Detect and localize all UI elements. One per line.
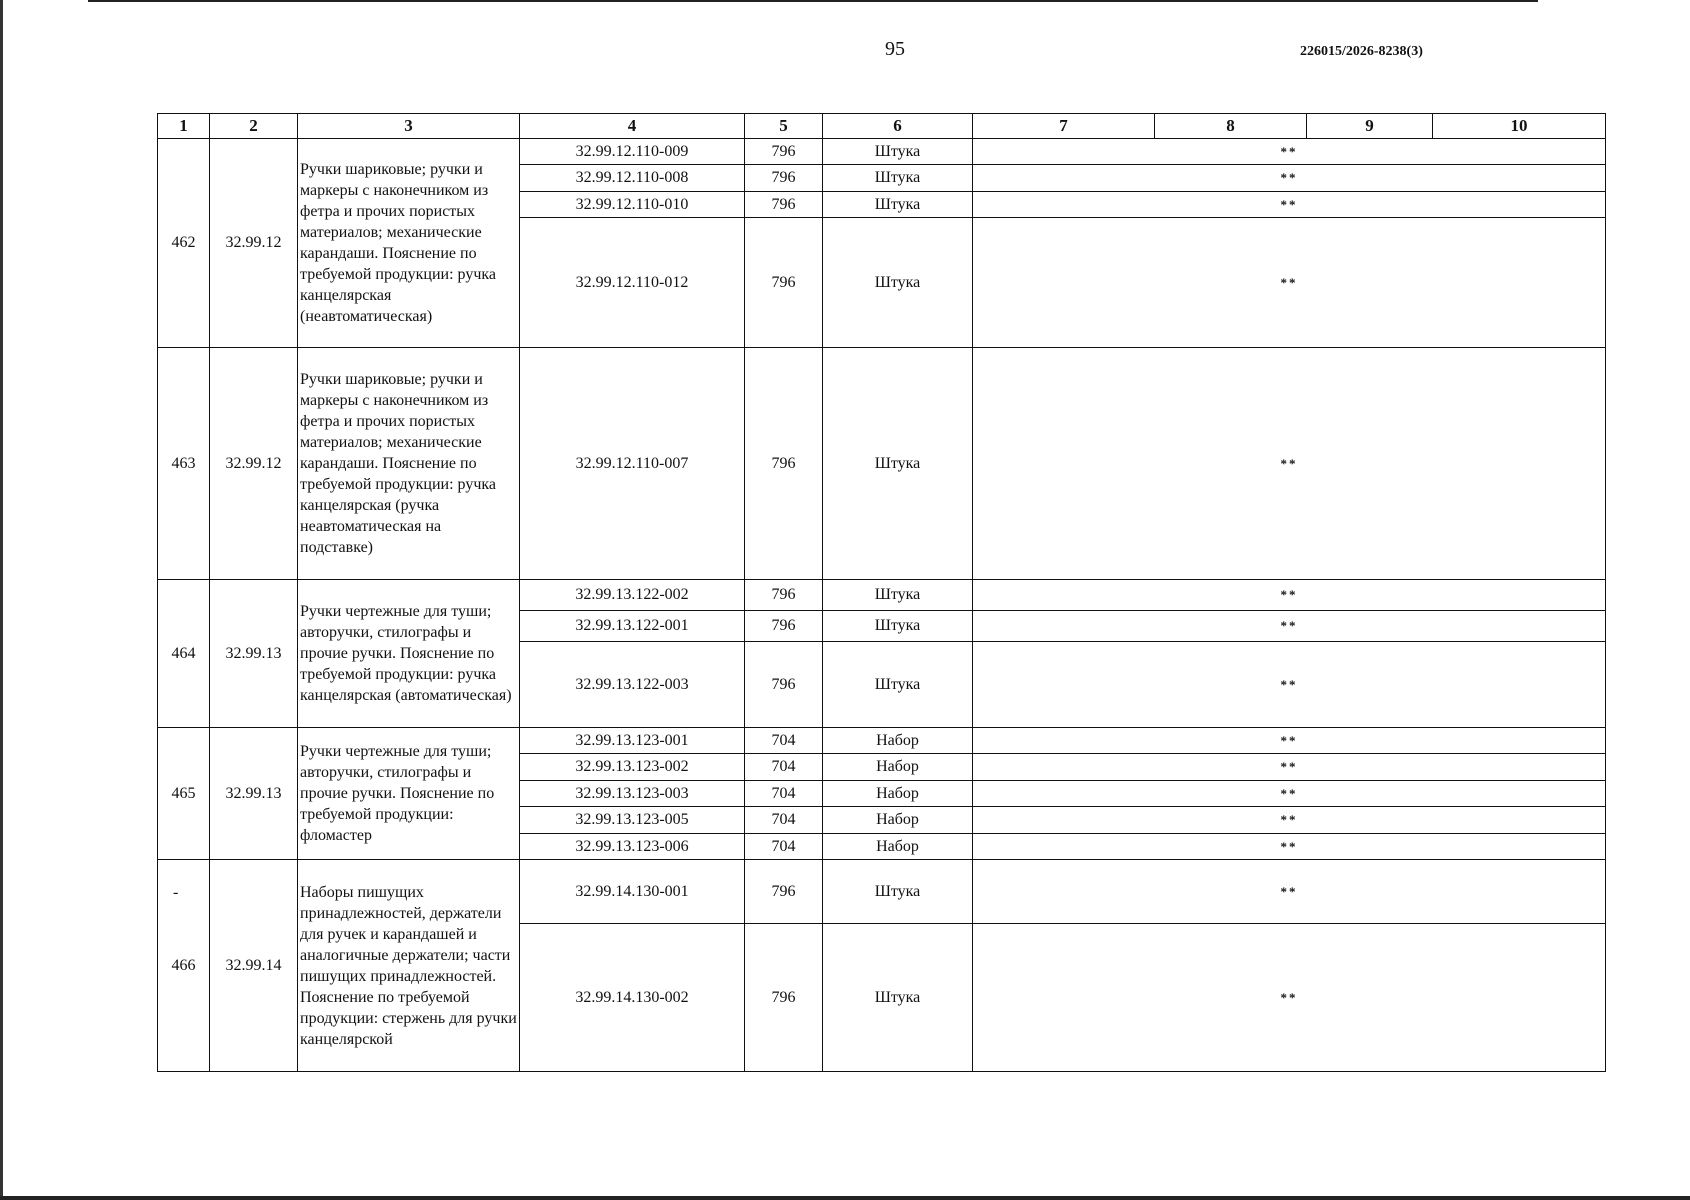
unit-name: Штука xyxy=(823,580,973,611)
ktru-code: 32.99.12.110-010 xyxy=(520,192,745,218)
ktru-code: 32.99.13.123-002 xyxy=(520,754,745,781)
table-row xyxy=(158,580,1606,611)
price-stars: ** xyxy=(973,781,1606,807)
okei-code: 704 xyxy=(745,834,823,860)
okei-code: 796 xyxy=(745,165,823,192)
price-stars: ** xyxy=(973,611,1606,642)
row-number: 466 xyxy=(158,860,210,1072)
unit-name: Набор xyxy=(823,807,973,834)
price-stars: ** xyxy=(973,348,1606,580)
product-name: Ручки шариковые; ручки и маркеры с наконечником из фетра и прочих пористых материалов; механические карандаши. Пояснение по требуемой продукции: ручка канцелярская (неавтоматическая) xyxy=(298,139,520,348)
okei-code: 704 xyxy=(745,728,823,754)
okei-code: 796 xyxy=(745,611,823,642)
okpd2-code: 32.99.13 xyxy=(210,728,298,860)
col-header-1: 1 xyxy=(158,114,210,139)
ktru-code: 32.99.13.123-005 xyxy=(520,807,745,834)
table-body xyxy=(158,139,1606,1072)
col-header-5: 5 xyxy=(745,114,823,139)
okei-code: 704 xyxy=(745,781,823,807)
unit-name: Штука xyxy=(823,348,973,580)
price-stars: ** xyxy=(973,924,1606,1072)
products-table xyxy=(157,113,1606,1072)
okpd2-code: 32.99.13 xyxy=(210,580,298,728)
document-code: 226015/2026-8238(3) xyxy=(1300,44,1423,59)
unit-name: Штука xyxy=(823,192,973,218)
ktru-code: 32.99.12.110-009 xyxy=(520,139,745,165)
okei-code: 704 xyxy=(745,754,823,781)
okei-code: 796 xyxy=(745,348,823,580)
unit-name: Набор xyxy=(823,728,973,754)
row-number: 463 xyxy=(158,348,210,580)
ktru-code: 32.99.12.110-012 xyxy=(520,218,745,348)
okpd2-code: 32.99.14 xyxy=(210,860,298,1072)
okei-code: 796 xyxy=(745,860,823,924)
scan-left-edge xyxy=(0,0,3,1200)
header-row xyxy=(158,114,1606,139)
ktru-code: 32.99.14.130-002 xyxy=(520,924,745,1072)
price-stars: ** xyxy=(973,754,1606,781)
price-stars: ** xyxy=(973,834,1606,860)
table-row xyxy=(158,139,1606,165)
price-stars: ** xyxy=(973,165,1606,192)
table-row xyxy=(158,860,1606,924)
product-name: Ручки шариковые; ручки и маркеры с наконечником из фетра и прочих пористых материалов; механические карандаши. Пояснение по требуемой продукции: ручка канцелярская (ручка неавтоматическая на подставке) xyxy=(298,348,520,580)
unit-name: Набор xyxy=(823,834,973,860)
okei-code: 796 xyxy=(745,580,823,611)
unit-name: Набор xyxy=(823,754,973,781)
ktru-code: 32.99.13.123-001 xyxy=(520,728,745,754)
ktru-code: 32.99.13.122-002 xyxy=(520,580,745,611)
row-number: 462 xyxy=(158,139,210,348)
unit-name: Штука xyxy=(823,218,973,348)
ktru-code: 32.99.14.130-001 xyxy=(520,860,745,924)
unit-name: Штука xyxy=(823,642,973,728)
unit-name: Штука xyxy=(823,611,973,642)
table-row xyxy=(158,728,1606,754)
unit-name: Набор xyxy=(823,781,973,807)
col-header-4: 4 xyxy=(520,114,745,139)
ktru-code: 32.99.13.123-003 xyxy=(520,781,745,807)
col-header-8: 8 xyxy=(1155,114,1307,139)
col-header-2: 2 xyxy=(210,114,298,139)
okei-code: 796 xyxy=(745,139,823,165)
unit-name: Штука xyxy=(823,165,973,192)
price-stars: ** xyxy=(973,580,1606,611)
product-name: Ручки чертежные для туши; авторучки, стилографы и прочие ручки. Пояснение по требуемой продукции: фломастер xyxy=(298,728,520,860)
price-stars: ** xyxy=(973,807,1606,834)
col-header-6: 6 xyxy=(823,114,973,139)
product-name: Наборы пишущих принадлежностей, держатели для ручек и карандашей и аналогичные держатели; части пишущих принадлежностей. Пояснение по требуемой продукции: стержень для ручки канцелярской xyxy=(298,860,520,1072)
ktru-code: 32.99.13.122-001 xyxy=(520,611,745,642)
ktru-code: 32.99.12.110-007 xyxy=(520,348,745,580)
ktru-code: 32.99.12.110-008 xyxy=(520,165,745,192)
product-name: Ручки чертежные для туши; авторучки, стилографы и прочие ручки. Пояснение по требуемой продукции: ручка канцелярская (автоматическая) xyxy=(298,580,520,728)
price-stars: ** xyxy=(973,218,1606,348)
col-header-10: 10 xyxy=(1433,114,1606,139)
col-header-9: 9 xyxy=(1307,114,1433,139)
okei-code: 796 xyxy=(745,192,823,218)
scan-bottom-edge xyxy=(0,1196,1690,1200)
col-header-3: 3 xyxy=(298,114,520,139)
okei-code: 796 xyxy=(745,218,823,348)
ktru-code: 32.99.13.123-006 xyxy=(520,834,745,860)
margin-dash-mark: - xyxy=(173,884,179,901)
price-stars: ** xyxy=(973,860,1606,924)
unit-name: Штука xyxy=(823,139,973,165)
okpd2-code: 32.99.12 xyxy=(210,139,298,348)
scan-top-rule xyxy=(88,0,1538,2)
unit-name: Штука xyxy=(823,924,973,1072)
okei-code: 796 xyxy=(745,642,823,728)
okei-code: 704 xyxy=(745,807,823,834)
unit-name: Штука xyxy=(823,860,973,924)
row-number: 464 xyxy=(158,580,210,728)
price-stars: ** xyxy=(973,642,1606,728)
table-row xyxy=(158,348,1606,580)
okpd2-code: 32.99.12 xyxy=(210,348,298,580)
ktru-code: 32.99.13.122-003 xyxy=(520,642,745,728)
page-number: 95 xyxy=(885,38,905,60)
col-header-7: 7 xyxy=(973,114,1155,139)
price-stars: ** xyxy=(973,139,1606,165)
price-stars: ** xyxy=(973,192,1606,218)
price-stars: ** xyxy=(973,728,1606,754)
row-number: 465 xyxy=(158,728,210,860)
okei-code: 796 xyxy=(745,924,823,1072)
